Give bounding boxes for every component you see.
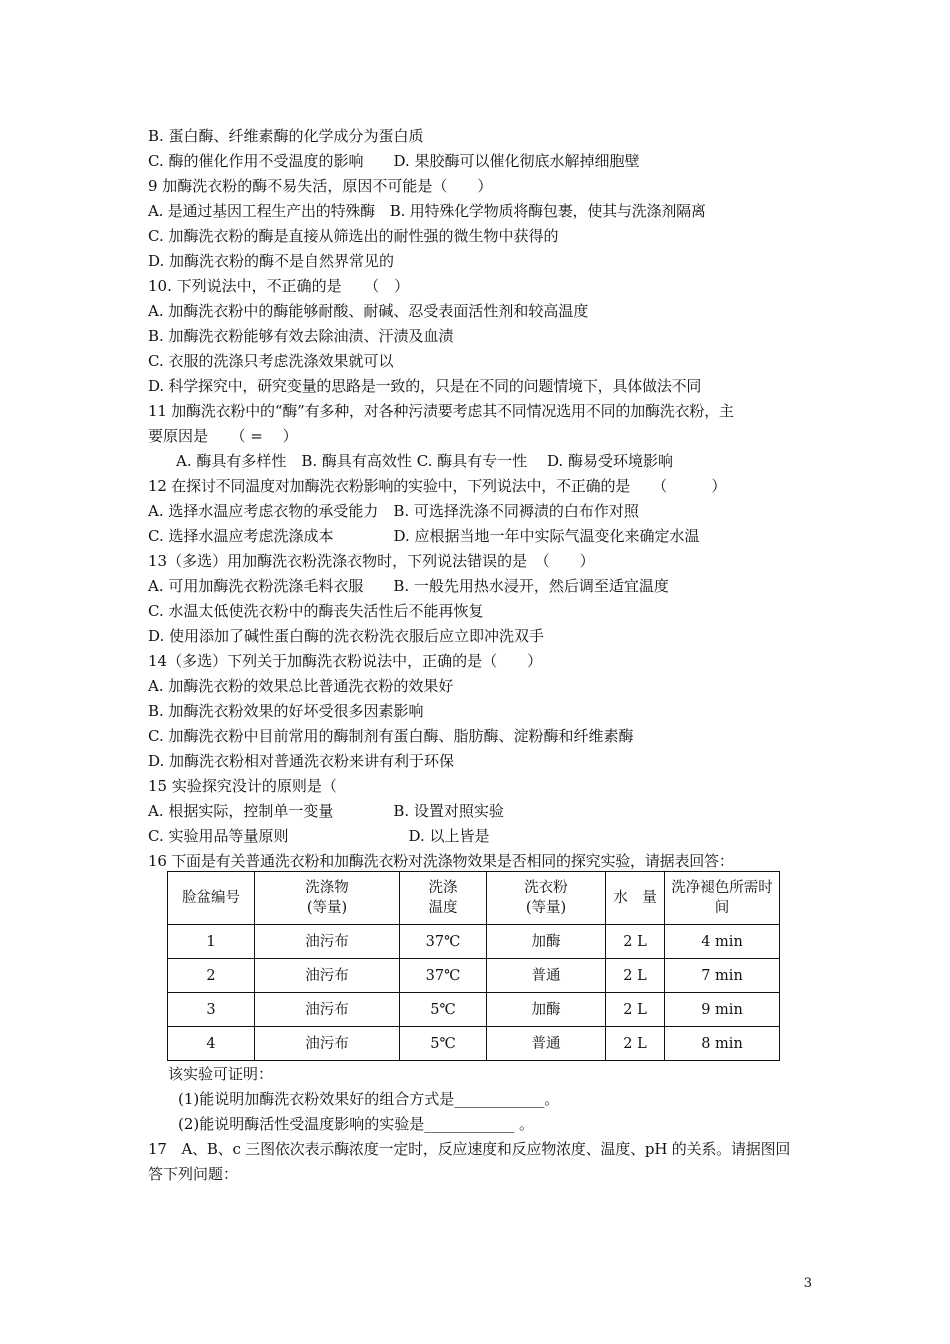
text-line: C. 酶的催化作用不受温度的影响 D. 果胶酶可以催化彻底水解掉细胞壁 — [148, 152, 640, 170]
text-line: A. 根据实际，控制单一变量 B. 设置对照实验 — [148, 802, 504, 820]
text-line: 12 在探讨不同温度对加酶洗衣粉影响的实验中，下列说法中，不正确的是 （ ） — [148, 477, 727, 495]
table-header-cell: 洗涤物 (等量) — [255, 872, 400, 925]
table-cell: 8 min — [665, 1027, 780, 1061]
text-line: A. 是通过基因工程生产出的特殊酶 B. 用特殊化学物质将酶包裹，使其与洗涤剂隔离 — [148, 202, 706, 220]
text-line: (2)能说明酶活性受温度影响的实验是____________ 。 — [178, 1115, 535, 1133]
text-line: 14（多选）下列关于加酶洗衣粉说法中，正确的是（ ） — [148, 652, 543, 670]
table-header-cell: 洗衣粉 (等量) — [487, 872, 606, 925]
table-header-cell: 洗净褪色所需时 间 — [665, 872, 780, 925]
table-row — [168, 925, 780, 959]
table-cell: 油污布 — [255, 925, 400, 959]
table-cell: 普通 — [487, 1027, 606, 1061]
table-header-cell: 脸盆编号 — [168, 872, 255, 925]
table-cell: 普通 — [487, 959, 606, 993]
table-row — [168, 993, 780, 1027]
text-line: (1)能说明加酶洗衣粉效果好的组合方式是____________。 — [178, 1090, 560, 1108]
table-cell: 2 L — [606, 925, 665, 959]
text-line: B. 加酶洗衣粉效果的好坏受很多因素影响 — [148, 702, 424, 720]
table-cell: 油污布 — [255, 959, 400, 993]
table-cell: 油污布 — [255, 993, 400, 1027]
page-number: 3 — [803, 1276, 812, 1291]
table-cell: 37℃ — [400, 925, 487, 959]
question-text-continued — [148, 1062, 808, 1187]
text-line: A. 加酶洗衣粉的效果总比普通洗衣粉的效果好 — [148, 677, 454, 695]
text-line: C. 选择水温应考虑洗涤成本 D. 应根据当地一年中实际气温变化来确定水温 — [148, 527, 700, 545]
text-line: A. 加酶洗衣粉中的酶能够耐酸、耐碱、忍受表面活性剂和较高温度 — [148, 302, 589, 320]
text-line: 17 A、B、c 三图依次表示酶浓度一定时，反应速度和反应物浓度、温度、pH 的关系。请据图回 — [148, 1140, 791, 1158]
table-cell: 2 L — [606, 993, 665, 1027]
text-line: D. 科学探究中，研究变量的思路是一致的，只是在不同的问题情境下，具体做法不同 — [148, 377, 702, 395]
text-line: 15 实验探究没计的原则是（ — [148, 777, 337, 795]
text-line: C. 水温太低使洗衣粉中的酶丧失活性后不能再恢复 — [148, 602, 484, 620]
text-line: 要原因是 （ = ） — [148, 427, 298, 445]
table-cell: 5℃ — [400, 1027, 487, 1061]
table-cell: 油污布 — [255, 1027, 400, 1061]
text-line: 16 下面是有关普通洗衣粉和加酶洗衣粉对洗涤物效果是否相同的探究实验，请据表回答： — [148, 852, 734, 870]
table-cell: 4 min — [665, 925, 780, 959]
text-line: 9 加酶洗衣粉的酶不易失活，原因不可能是（ ） — [148, 177, 493, 195]
table-cell: 1 — [168, 925, 255, 959]
text-line: A. 酶具有多样性 B. 酶具有高效性 C. 酶具有专一性 D. 酶易受环境影响 — [176, 452, 673, 470]
table-cell: 2 L — [606, 959, 665, 993]
text-line: 13（多选）用加酶洗衣粉洗涤衣物时，下列说法错误的是 （ ） — [148, 552, 595, 570]
table-cell: 9 min — [665, 993, 780, 1027]
table-cell: 3 — [168, 993, 255, 1027]
table-cell: 7 min — [665, 959, 780, 993]
table-header-cell: 水 量 — [606, 872, 665, 925]
table-cell: 2 — [168, 959, 255, 993]
text-line: B. 蛋白酶、纤维素酶的化学成分为蛋白质 — [148, 127, 424, 145]
experiment-table — [167, 871, 780, 1061]
table-cell: 加酶 — [487, 925, 606, 959]
text-line: C. 实验用品等量原则 D. 以上皆是 — [148, 827, 490, 845]
table-header-row — [168, 872, 780, 925]
text-line: D. 使用添加了碱性蛋白酶的洗衣粉洗衣服后应立即冲洗双手 — [148, 627, 545, 645]
text-line: B. 加酶洗衣粉能够有效去除油渍、汗渍及血渍 — [148, 327, 454, 345]
table-cell: 4 — [168, 1027, 255, 1061]
table-row — [168, 959, 780, 993]
text-line: C. 加酶洗衣粉中目前常用的酶制剂有蛋白酶、脂肪酶、淀粉酶和纤维素酶 — [148, 727, 634, 745]
table-cell: 5℃ — [400, 993, 487, 1027]
text-line: A. 可用加酶洗衣粉洗涤毛料衣服 B. 一般先用热水浸开，然后调至适宜温度 — [148, 577, 669, 595]
table-cell: 37℃ — [400, 959, 487, 993]
text-line: C. 加酶洗衣粉的酶是直接从筛选出的耐性强的微生物中获得的 — [148, 227, 559, 245]
text-line: D. 加酶洗衣粉相对普通洗衣粉来讲有利于环保 — [148, 752, 455, 770]
table-cell: 加酶 — [487, 993, 606, 1027]
table-row — [168, 1027, 780, 1061]
table-cell: 2 L — [606, 1027, 665, 1061]
text-line: 该实验可证明： — [168, 1065, 274, 1083]
table-header-cell: 洗涤 温度 — [400, 872, 487, 925]
text-line: A. 选择水温应考虑衣物的承受能力 B. 可选择洗涤不同褥渍的白布作对照 — [148, 502, 639, 520]
text-line: 答下列问题： — [148, 1165, 239, 1183]
text-line: 10. 下列说法中，不正确的是 （ ） — [148, 277, 410, 295]
question-text — [148, 124, 808, 874]
text-line: 11 加酶洗衣粉中的“酶”有多种，对各种污渍要考虑其不同情况选用不同的加酶洗衣粉，主 — [148, 402, 734, 420]
text-line: D. 加酶洗衣粉的酶不是自然界常见的 — [148, 252, 395, 270]
text-line: C. 衣服的洗涤只考虑洗涤效果就可以 — [148, 352, 394, 370]
